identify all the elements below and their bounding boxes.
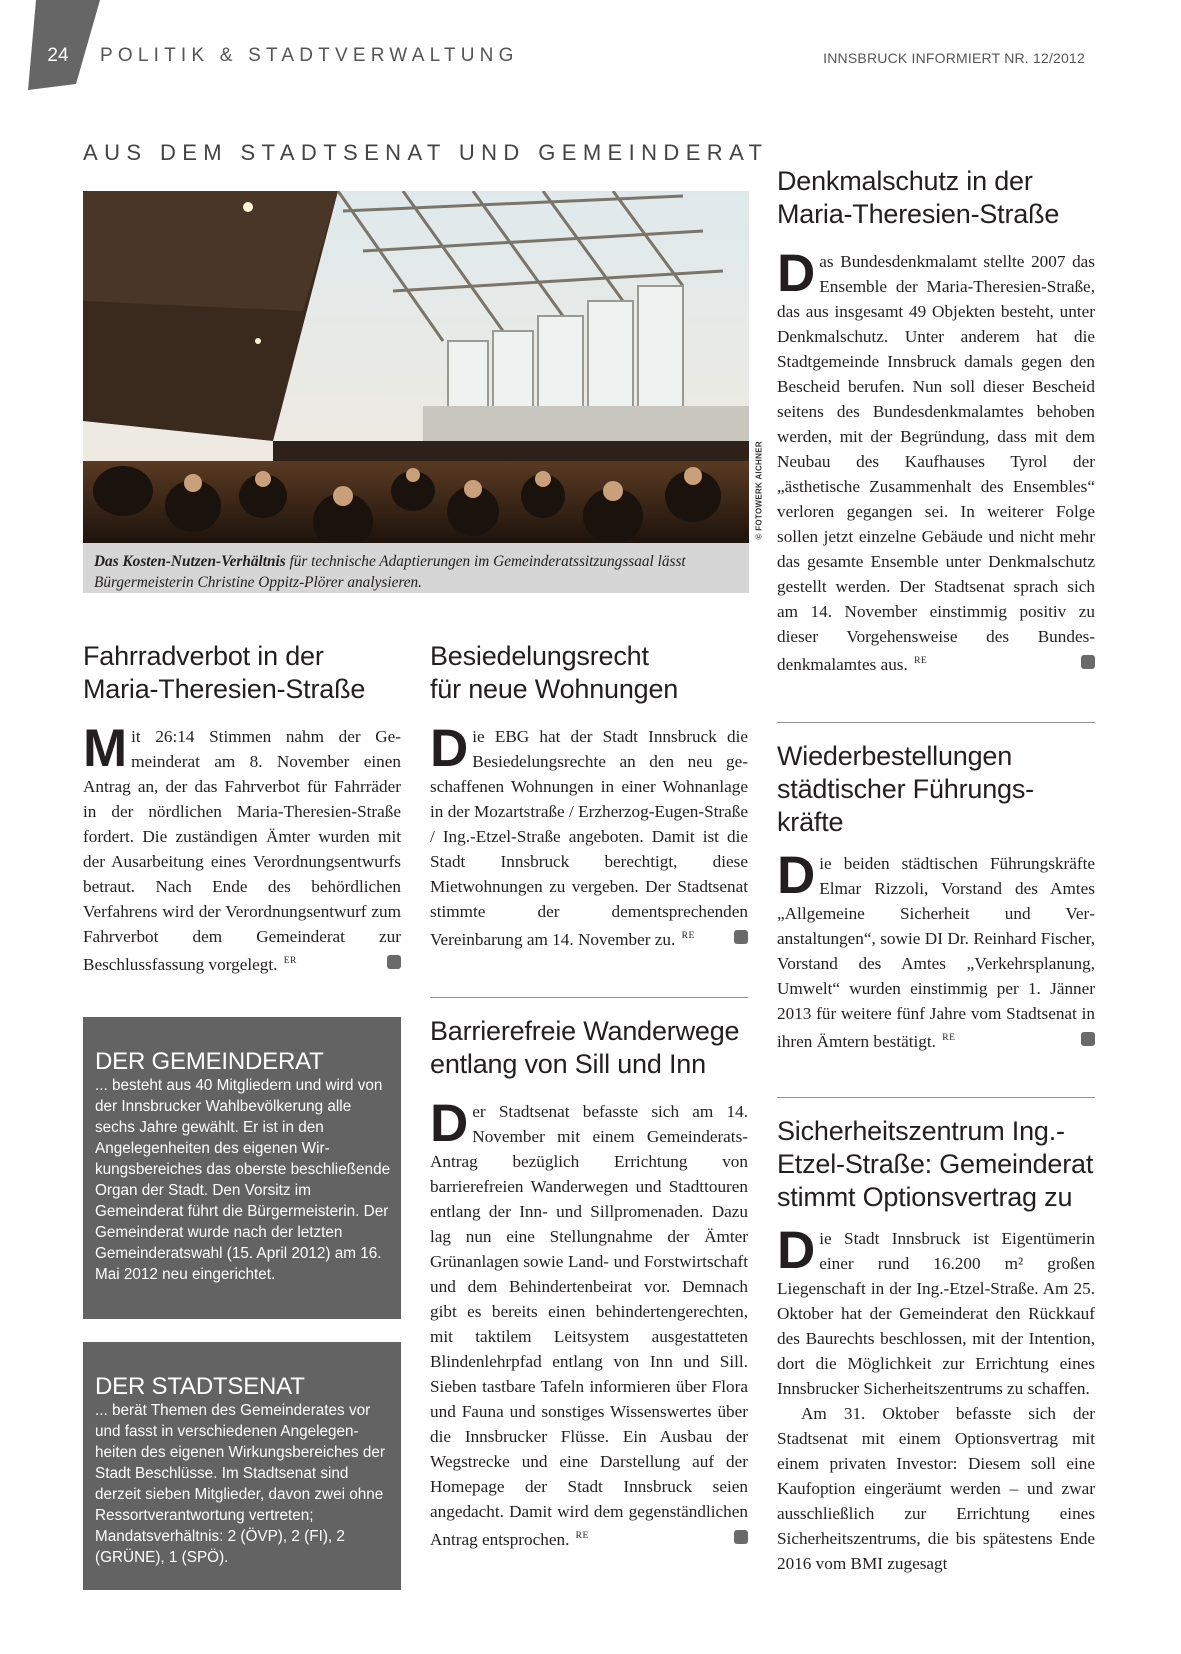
article-body: Mit 26:14 Stimmen nahm der Gemeinderat am 8. November einen Antrag an, der das Fahrverbot für Fahrräder in der nördlichen Maria-Theresien-Straße fordert. Die zuständigen Ämter wurden mit der Ausarbeitung eines Verordnungsentwurfs betraut. Nach Ende des behördlichen Verfahrens wird der Verordnungsentwurf zum Fahrverbot dem Gemeinderat zur Beschlussfassung vorgelegt. $^{ER}$	[83, 719, 401, 974]
drop-cap: D	[777, 1221, 816, 1280]
article-title: Denkmalschutz in der Maria-Theresien-Straße	[777, 166, 1060, 229]
photo-credit: © FOTOWERK AICHNER	[754, 441, 764, 540]
article-title: Sicherheitszentrum Ing.- Etzel-Straße: Gemeinderat stimmt Optionsvertrag zu	[777, 1116, 1094, 1212]
article-divider	[777, 722, 1095, 723]
article-title: Wiederbestellungen städtischer Führungs- kräfte	[777, 741, 1034, 837]
article-barrierefrei	[430, 1015, 748, 1552]
section-kicker: AUS DEM STADTSENAT UND GEMEINDERAT	[83, 140, 769, 165]
infobox-title: DER STADTSENAT	[95, 1373, 305, 1400]
article-body-continued: Am 31. Oktober befasste sich der Stadtsenat mit einem Optionsvertrag mit einem privaten Investor: Diesem soll eine Kaufoption eingeräumt werden – und zwar ausschließlich zur Errichtung eines Sicherheitszentrums, die bis spätestens Ende 2016 vom BMI zugesagt	[777, 1404, 1095, 1573]
article-end-icon	[734, 1530, 748, 1544]
author-initials: RE	[914, 656, 928, 666]
infobox-stadtsenat	[83, 1342, 401, 1590]
article-divider	[430, 997, 748, 998]
author-initials: RE	[575, 1531, 589, 1541]
page-number: 24	[47, 45, 69, 66]
drop-cap: D	[777, 846, 816, 905]
drop-cap: D	[777, 244, 816, 303]
infobox-title: DER GEMEINDERAT	[95, 1048, 324, 1075]
article-end-icon	[387, 955, 401, 969]
author-initials: RE	[681, 931, 695, 941]
article-title: Barrierefreie Wanderwege entlang von Sill und Inn	[430, 1016, 740, 1079]
infobox-text: ... berät Themen des Gemeinderates vor und fasst in verschiedenen Angelegenheiten des eigenen Wirkungsbereiches der Stadt Beschlüsse. Im Stadtsenat sind derzeit sieben Mitglieder, davon zwei ohne Ressortverantwortung vertreten; Mandatsverhältnis: 2 (ÖVP), 2 (FI), 2 (GRÜNE), 1 (SPÖ).	[95, 1402, 385, 1566]
article-denkmalschutz	[777, 165, 1095, 677]
author-initials: ER	[283, 956, 297, 966]
article-fahrradverbot	[83, 640, 401, 977]
article-title: Fahrradverbot in der Maria-Theresien-Straße	[83, 641, 366, 704]
caption-text: für technische Adaptierungen im Gemeinderatssitzungssaal lässt Bürgermeisterin Christine Oppitz-Plörer analysieren.	[94, 553, 686, 591]
article-body: Die beiden städtischen Führungskräfte Elmar Rizzoli, Vorstand des Amtes „Allgemeine Sicherheit und Veranstaltungen“, sowie DI Dr. Reinhard Fischer, Vorstand des Amtes „Verkehrsplanung, Umwelt“ wurden einstimmig per 1. Jänner 2013 für weitere fünf Jahre vom Stadtsenat in ihren Ämtern bestätigt. $^{RE}$	[777, 846, 1095, 1051]
council-chamber-photo	[83, 191, 749, 543]
infobox-gemeinderat	[83, 1017, 401, 1319]
article-body: Der Stadtsenat befasste sich am 14. November mit einem Gemeinderats-Antrag bezüglich Errichtung von barrierefreien Wanderwegen und Stadttouren entlang der Inn- und Sillpromenaden. Dazu lag nun eine Stellungnahme der Ämter Grünanlagen sowie Land- und Forstwirtschaft und dem Behindertenbeirat vor. Demnach gibt es bereits einen behindertengerechten, mit taktilem Leitsystem ausgestatteten Blindenlehrpfad entlang von Inn und Sill. Sieben tastbare Tafeln informieren über Flora und Fauna und sonstiges Wissenswertes über die Innsbrucker Flüsse. Ein Ausbau der Wegstrecke und eine Darstellung auf der Homepage der Stadt Innsbruck seien angedacht. Damit wird dem gegenständlichen Antrag entsprochen. $^{RE}$	[430, 1094, 748, 1549]
drop-cap: D	[430, 719, 469, 778]
article-wiederbestellungen	[777, 740, 1095, 1054]
article-body: Die Stadt Innsbruck ist Eigentümerin einer rund 16.200 m² großen Liegenschaft in der Ing.-Etzel-Straße. Am 25. Oktober hat der Gemeinderat den Rückkauf des Baurechts beschlossen, mit der Intention, dort die Möglichkeit zur Errichtung eines Innsbrucker Sicherheitszentrums zu schaffen.	[777, 1221, 1095, 1398]
article-end-icon	[734, 930, 748, 944]
photo-caption	[83, 543, 749, 593]
drop-cap: D	[430, 1094, 469, 1153]
article-sicherheitszentrum	[777, 1115, 1095, 1576]
article-end-icon	[1081, 655, 1095, 669]
infobox-text: ... besteht aus 40 Mitgliedern und wird von der Innsbrucker Wahlbevölkerung alle sechs Jahre gewählt. Er ist in den Angelegenheiten des eigenen Wirkungsbereiches das oberste beschließende Organ der Stadt. Den Vorsitz im Gemeinderat führt die Bürgermeisterin. Der Gemeinderat wurde nach der letzten Gemeinderatswahl (15. April 2012) am 16. Mai 2012 neu eingerichtet.	[95, 1077, 391, 1283]
article-body: Die EBG hat der Stadt Innsbruck die Besiedelungsrechte an den neu geschaffenen Wohnungen in einer Wohnanlage in der Mozartstraße / Erzherzog-Eugen-Straße / Ing.-Etzel-Straße angeboten. Damit ist die Stadt Innsbruck berechtigt, diese Mietwohnungen zu vergeben. Der Stadtsenat stimmte der dementsprechenden Vereinbarung am 14. November zu. $^{RE}$	[430, 719, 748, 949]
article-body: Das Bundesdenkmalamt stellte 2007 das Ensemble der Maria-Theresien-Straße, das aus insgesamt 49 Objekten besteht, unter Denkmalschutz. Unter anderem hat die Stadtgemeinde Innsbruck damals gegen den Bescheid berufen. Nun soll dieser Bescheid seitens des Bundesdenkmalamtes behoben werden, mit der Begründung, dass mit dem Neubau des Kaufhauses Tyrol der „ästhetische Zusammenhalt des Ensembles“ verloren gegangen sei. In weiterer Folge sollen jetzt einzelne Gebäude und nicht mehr das gesamte Ensemble unter Denkmalschutz gestellt werden. Der Stadtsenat sprach sich am 14. November einstimmig positiv zu dieser Vorgehensweise des Bundesdenkmalamtes aus. $^{RE}$	[777, 244, 1095, 674]
issue-label: INNSBRUCK INFORMIERT NR. 12/2012	[823, 50, 1085, 66]
author-initials: RE	[942, 1033, 956, 1043]
article-divider	[777, 1097, 1095, 1098]
article-title: Besiedelungsrecht für neue Wohnungen	[430, 641, 679, 704]
article-end-icon	[1081, 1032, 1095, 1046]
section-label: POLITIK & STADTVERWALTUNG	[100, 45, 519, 66]
caption-lead: Das Kosten-Nutzen-Verhältnis	[94, 553, 286, 570]
drop-cap: M	[83, 719, 128, 778]
article-besiedelungsrecht	[430, 640, 748, 952]
